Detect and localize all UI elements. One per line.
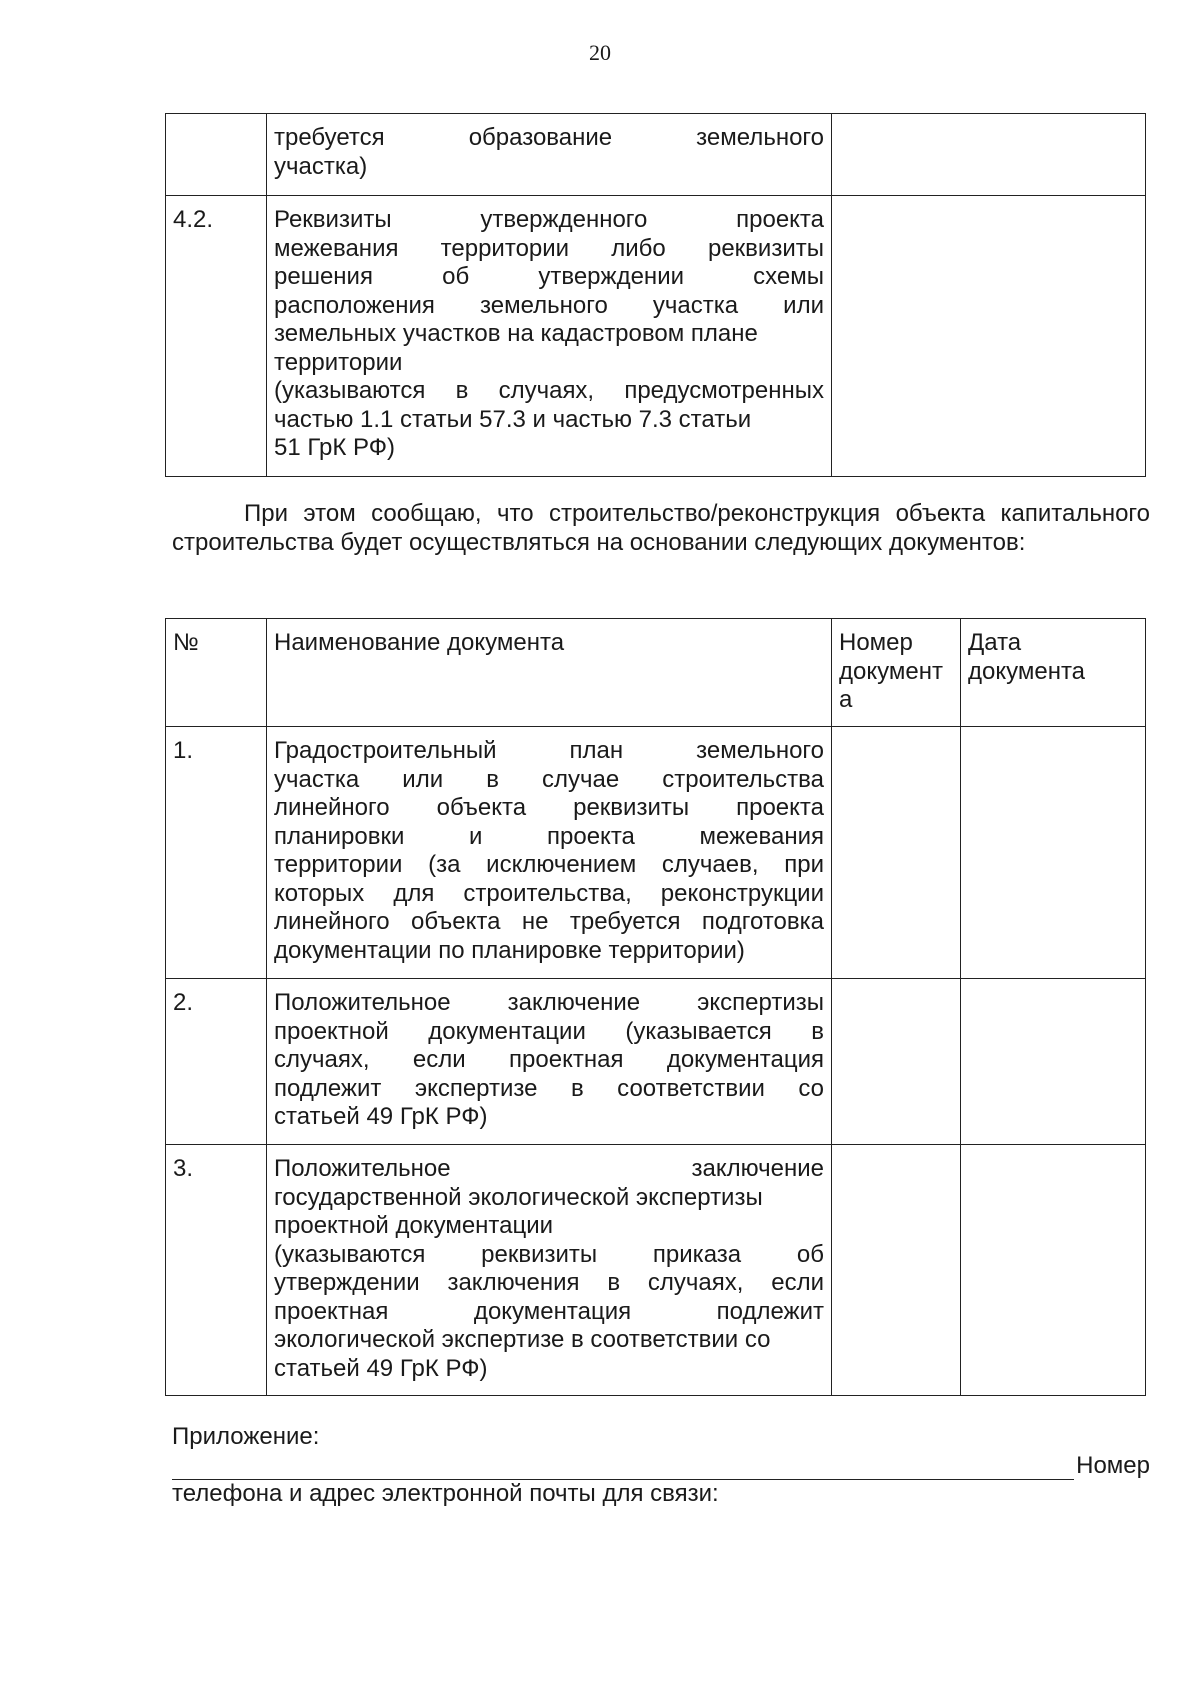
row-doc-number <box>832 1145 961 1396</box>
row-description: Реквизиты утвержденного проекта межевания территории либо реквизиты решения об утверждении схемы расположения земельного участка или земельных участков на кадастровом плане территории (указываются в случаях, предусмотренных частью 1.1 статьи 57.3 и частью 7.3 статьи 51 ГрК РФ) <box>267 196 832 477</box>
row-doc-date <box>961 1145 1146 1396</box>
requisites-table <box>165 113 1146 477</box>
row-doc-date <box>961 727 1146 979</box>
table-header-row <box>166 619 1146 727</box>
row-value <box>832 114 1146 196</box>
row-number <box>166 114 267 196</box>
attachment-label: Приложение: <box>172 1423 320 1450</box>
table-row <box>166 114 1146 196</box>
row-number: 2. <box>166 979 267 1145</box>
documents-table <box>165 618 1146 1396</box>
attachment-line <box>172 1452 1150 1481</box>
page-number: 20 <box>589 40 611 65</box>
row-description: требуется образование земельного участка) <box>267 114 832 196</box>
attachment-tail: Номер <box>1076 1451 1150 1479</box>
attachment-section <box>172 1423 1150 1509</box>
intro-paragraph: При этом сообщаю, что строительство/реконструкция объекта капитального строительства будет осуществляться на основании следующих документов: <box>172 500 1150 556</box>
header-num: № <box>166 619 267 727</box>
row-number: 1. <box>166 727 267 979</box>
header-name: Наименование документа <box>267 619 832 727</box>
table-row <box>166 727 1146 979</box>
row-doc-number <box>832 727 961 979</box>
header-date: Дата документа <box>961 619 1146 727</box>
table-row <box>166 1145 1146 1396</box>
row-description: Положительное заключение экспертизы проектной документации (указывается в случаях, если проектная документация подлежит экспертизе в соответствии со статьей 49 ГрК РФ) <box>267 979 832 1145</box>
row-value <box>832 196 1146 477</box>
row-doc-number <box>832 979 961 1145</box>
row-number: 4.2. <box>166 196 267 477</box>
row-description: Положительное заключение государственной экологической экспертизы проектной документации (указываются реквизиты приказа об утверждении заключения в случаях, если проектная документация подлежит экологической экспертизе в соответствии со статьей 49 ГрК РФ) <box>267 1145 832 1396</box>
fill-in-line <box>172 1457 1074 1480</box>
row-description: Градостроительный план земельного участка или в случае строительства линейного объекта реквизиты проекта планировки и проекта межевания территории (за исключением случаев, при которых для строительства, реконструкции линейного объекта не требуется подготовка документации по планировке территории) <box>267 727 832 979</box>
row-doc-date <box>961 979 1146 1145</box>
contact-label: телефона и адрес электронной почты для связи: <box>172 1480 719 1507</box>
row-number: 3. <box>166 1145 267 1396</box>
table-row <box>166 196 1146 477</box>
table-row <box>166 979 1146 1145</box>
header-number: Номер документ а <box>832 619 961 727</box>
